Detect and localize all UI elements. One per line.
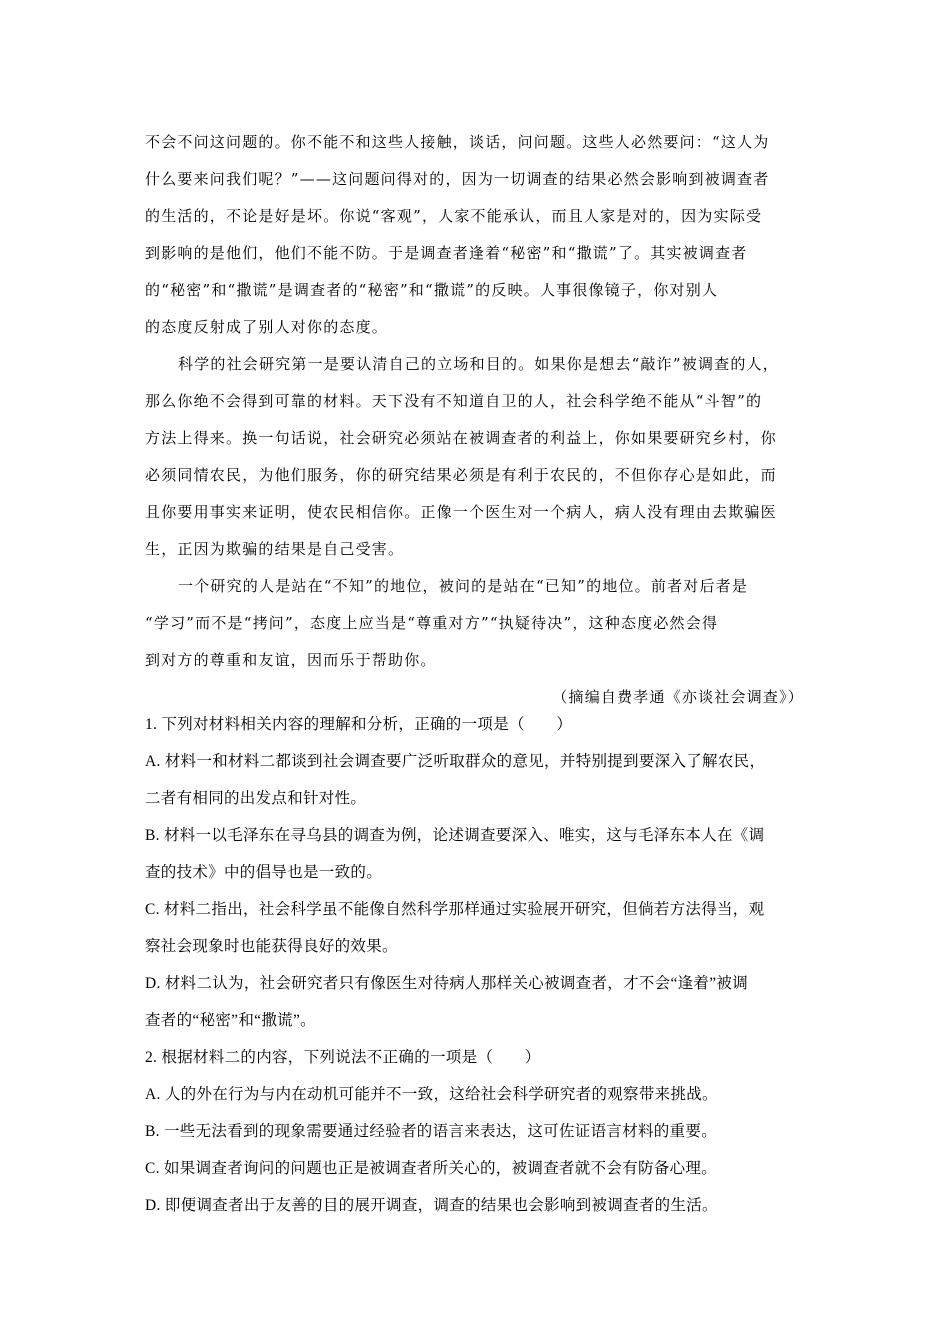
paragraph-line: “学习”而不是“拷问”，态度上应当是“尊重对方”“执疑待决”，这种态度必然会得 <box>145 614 719 632</box>
passage-text <box>145 124 810 716</box>
paragraph-line: 且你要用事实来证明，使农民相信你。正像一个医生对一个病人，病人没有理由去欺骗医 <box>145 503 777 521</box>
question-2-option-a: A. 人的外在行为与内在动机可能并不一致，这给社会科学研究者的观察带来挑战。 <box>145 1086 718 1103</box>
paragraph-line: 的生活的，不论是好是坏。你说“客观”，人家不能承认，而且人家是对的，因为实际受 <box>145 207 763 225</box>
questions-section <box>145 706 810 1224</box>
question-2-option-b: B. 一些无法看到的现象需要通过经验者的语言来表达，这可佐证语言材料的重要。 <box>145 1123 717 1140</box>
question-2-stem: 2. 根据材料二的内容，下列说法不正确的一项是（ ） <box>145 1049 541 1066</box>
paragraph-line: 科学的社会研究第一是要认清自己的立场和目的。如果你是想去“敲诈”被调查的人， <box>178 355 779 373</box>
paragraph-line: 方法上得来。换一句话说，社会研究必须站在被调查者的利益上，你如果要研究乡村，你 <box>145 429 777 447</box>
paragraph-line: 什么要来问我们呢？”——这问题问得对的，因为一切调查的结果必然会影响到被调查者 <box>145 170 770 188</box>
paragraph-line: 的“秘密”和“撒谎”是调查者的“秘密”和“撒谎”的反映。人事很像镜子，你对别人 <box>145 281 719 299</box>
question-1-option-b: B. 材料一以毛泽东在寻乌县的调查为例，论述调查要深入、唯实，这与毛泽东本人在《调 <box>145 827 765 844</box>
paragraph-line: 那么你绝不会得到可靠的材料。天下没有不知道自卫的人，社会科学绝不能从“斗智”的 <box>145 392 763 410</box>
question-1-option-d: 查者的“秘密”和“撒谎”。 <box>145 1012 316 1029</box>
question-1-option-a: 二者有相同的出发点和针对性。 <box>145 790 367 807</box>
question-2-option-c: C. 如果调查者询问的问题也正是被调查者所关心的，被调查者就不会有防备心理。 <box>145 1160 717 1177</box>
paragraph-line: 的态度反射成了别人对你的态度。 <box>145 318 389 336</box>
question-1-stem: 1. 下列对材料相关内容的理解和分析，正确的一项是（ ） <box>145 716 573 733</box>
paragraph-line: 不会不问这问题的。你不能不和这些人接触，谈话，问问题。这些人必然要问：“这人为 <box>145 133 770 151</box>
question-2-option-d: D. 即便调查者出于友善的目的展开调查，调查的结果也会影响到被调查者的生活。 <box>145 1197 718 1214</box>
question-1-option-d: D. 材料二认为，社会研究者只有像医生对待病人那样关心被调查者，才不会“逢着”被调 <box>145 975 749 992</box>
paragraph-line: 一个研究的人是站在“不知”的地位，被问的是站在“已知”的地位。前者对后者是 <box>178 577 749 595</box>
question-1-option-c: C. 材料二指出，社会科学虽不能像自然科学那样通过实验展开研究，但倘若方法得当，观 <box>145 901 765 918</box>
paragraph-line: 必须同情农民，为他们服务，你的研究结果必须是有利于农民的，不但你存心是如此，而 <box>145 466 777 484</box>
question-1-option-a: A. 材料一和材料二都谈到社会调查要广泛听取群众的意见，并特别提到要深入了解农民， <box>145 753 766 770</box>
paragraph-line: 到影响的是他们，他们不能不防。于是调查者逢着“秘密”和“撒谎”了。其实被调查者 <box>145 244 748 262</box>
source-citation: （摘编自费孝通《亦谈社会调查》） <box>552 688 804 706</box>
question-1-option-c: 察社会现象时也能获得良好的效果。 <box>145 938 398 955</box>
paragraph-line: 生，正因为欺骗的结果是自己受害。 <box>145 540 405 558</box>
paragraph-line: 到对方的尊重和友谊，因而乐于帮助你。 <box>145 651 437 669</box>
question-1-option-b: 查的技术》中的倡导也是一致的。 <box>145 864 383 881</box>
